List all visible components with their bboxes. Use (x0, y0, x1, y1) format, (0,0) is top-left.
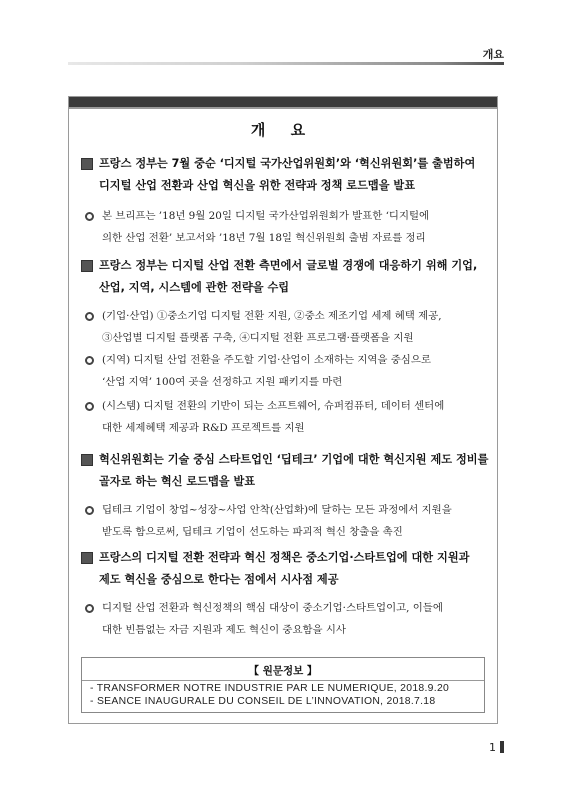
page-number-bar (500, 741, 504, 753)
source-info-divider (82, 680, 484, 681)
circle-bullet-icon (85, 212, 94, 221)
source-line-2: - SEANCE INAUGURALE DU CONSEIL DE L’INNOVATION, 2018.7.18 (90, 696, 436, 707)
source-line-1: - TRANSFORMER NOTRE INDUSTRIE PAR LE NUMERIQUE, 2018.9.20 (90, 683, 450, 694)
summary-title: 개 요 (250, 121, 316, 139)
circle-bullet-icon (85, 506, 94, 515)
square-bullet-icon (81, 158, 93, 170)
page-number: 1 (489, 741, 496, 754)
summary-box: 개 요 프랑스 정부는 7월 중순 ‘디지털 국가산업위원회’와 ‘혁신위원회’를 출범하여 디지털 산업 전환과 산업 혁신을 위한 전략과 정책 로드맵을 발표 본 브리프는 ’18년 9월 20일 디지털 국가산업위원회가 발표한 ‘디지털에 의한 산업 전환’ 보고서와 ’18년 7월 18일 혁신위원회 출범 자료를 정리 프랑스 정부는 디지털 산업 전환 측면에서 글로벌 경쟁에 대응하기 위해 기업, 산업, 지역, 시스템에 관한 전략을 수립 (기업·산업) ①중소기업 디지털 전환 지원, ②중소 제조기업 세제 혜택 제공, ③산업별 디지털 플랫폼 구축, ④디지털 전환 프로그램·플랫폼을 지원 (지역) 디지털 산업 전환을 주도할 기업·산업이 소재하는 지역을 중심으로 ‘산업 지역’ 100여 곳을 선정하고 지원 패키지를 마련 (시스템) 디지털 전환의 기반이 되는 소프트웨어, 슈퍼컴퓨터, 데이터 센터에 대한 세제혜택 제공과 R&D 프로젝트를 지원 혁신위원회는 기술 중심 스타트업인 ‘딥테크’ 기업에 대한 혁신지원 제도 정비를 골자로 하는 혁신 로드맵을 발표 딥테크 기업이 창업~성장~사업 안착(산업화)에 달하는 모든 과정에서 지원을 받도록 함으로써, 딥테크 기업이 선도하는 파괴적 혁신 창출을 촉진 프랑스의 디지털 전환 전략과 혁신 정책은 중소기업·스타트업에 대한 지원과 제도 혁신을 중심으로 한다는 점에서 시사점 제공 디지털 산업 전환과 혁신정책의 핵심 대상이 중소기업·스타트업이고, 이들에 대한 빈틈없는 자금 지원과 제도 혁신이 중요함을 시사 【 원문정보 】 - TRANSFORMER NOTRE INDUSTRIE PAR LE NUMERIQUE, 2018.9.20 - SEANCE INAUGURALE DU CONSEIL DE L’INNOVATION, 2018.7.18 (68, 96, 498, 724)
source-info-title: 【 원문정보 】 (248, 665, 318, 677)
running-head: 개요 (482, 48, 504, 61)
circle-bullet-icon (85, 312, 94, 321)
square-bullet-icon (81, 454, 93, 466)
circle-bullet-icon (85, 356, 94, 365)
square-bullet-icon (81, 552, 93, 564)
section-3-heading: 혁신위원회는 기술 중심 스타트업인 ‘딥테크’ 기업에 대한 혁신지원 제도 정비를 골자로 하는 혁신 로드맵을 발표 (99, 453, 489, 488)
header-rule (68, 62, 504, 65)
summary-box-top-band (69, 97, 497, 109)
square-bullet-icon (81, 260, 93, 272)
circle-bullet-icon (85, 402, 94, 411)
section-2-heading: 프랑스 정부는 디지털 산업 전환 측면에서 글로벌 경쟁에 대응하기 위해 기업, 산업, 지역, 시스템에 관한 전략을 수립 (99, 259, 478, 294)
source-info-box (81, 657, 485, 713)
section-4-heading: 프랑스의 디지털 전환 전략과 혁신 정책은 중소기업·스타트업에 대한 지원과 제도 혁신을 중심으로 한다는 점에서 시사점 제공 (99, 551, 470, 586)
circle-bullet-icon (85, 604, 94, 613)
section-1-heading: 프랑스 정부는 7월 중순 ‘디지털 국가산업위원회’와 ‘혁신위원회’를 출범하여 디지털 산업 전환과 산업 혁신을 위한 전략과 정책 로드맵을 발표 (99, 157, 476, 192)
